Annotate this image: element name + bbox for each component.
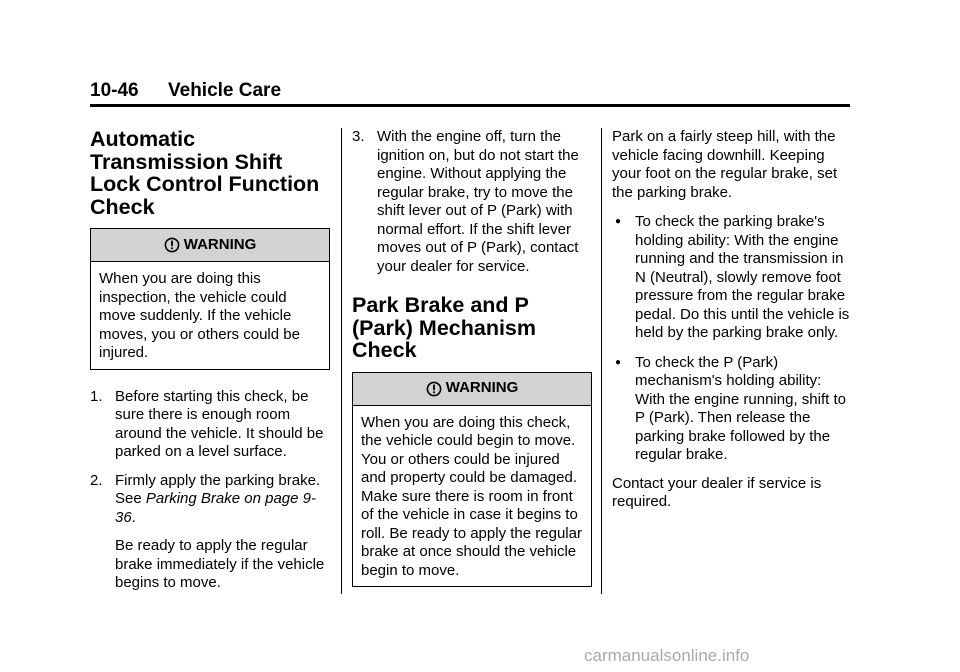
page-number: 10-46 <box>90 80 139 101</box>
column-2 <box>352 128 592 605</box>
section-heading: Park Brake and P (Park) Mechanism Check <box>352 293 537 362</box>
step-number: 3. <box>352 128 365 145</box>
warning-icon <box>426 381 442 397</box>
warning-text: When you are doing this inspection, the vehicle could move suddenly. If the vehicle moves, you or others could be injured. <box>99 270 300 361</box>
column-divider <box>601 128 602 594</box>
section-title: Vehicle Care <box>168 80 282 101</box>
closing-paragraph: Contact your dealer if service is required. <box>612 474 822 510</box>
section-heading: Automatic Transmission Shift Lock Control Function Check <box>90 127 320 219</box>
warning-label: WARNING <box>183 235 257 253</box>
watermark: carmanualsonline.info <box>584 646 750 665</box>
warning-box <box>90 228 330 370</box>
bullet-icon: ● <box>615 356 622 368</box>
column-3 <box>612 128 852 512</box>
bullet-text: To check the parking brake's holding ability: With the engine running and the transmission in N (Neutral), slowly remove foot pressure from the regular brake pedal. Do this until the vehicle is held by the parking brake only. <box>635 213 850 341</box>
list-item <box>612 354 852 465</box>
page-header <box>90 80 281 102</box>
cross-reference-link[interactable]: Parking Brake on page 9-36 <box>115 490 316 526</box>
warning-header <box>91 229 329 262</box>
warning-text: When you are doing this check, the vehicle could begin to move. You or others could be injured and property could be damaged. Make sure there is room in front of the vehicle in case it begins to roll. Be ready to apply the regular brake at once should the vehicle begin to move. <box>361 413 582 579</box>
step-text-end: . <box>131 508 136 526</box>
list-item <box>90 388 330 462</box>
step-text: Firmly apply the parking brake. See <box>115 471 321 507</box>
warning-label: WARNING <box>445 379 519 397</box>
step-number: 2. <box>90 471 103 489</box>
intro-paragraph: Park on a fairly steep hill, with the vehicle facing downhill. Keeping your foot on the regular brake, set the parking brake. <box>612 128 838 201</box>
column-1 <box>90 128 330 593</box>
warning-icon <box>164 237 180 253</box>
step-note: Be ready to apply the regular brake immediately if the vehicle begins to move. <box>115 537 325 591</box>
bullet-icon: ● <box>615 216 622 227</box>
step-text: Before starting this check, be sure there is enough room around the vehicle. It should be parked on a level surface. <box>115 387 324 460</box>
step-number: 1. <box>90 387 103 405</box>
step-text: With the engine off, turn the ignition on, but do not start the engine. Without applying the regular brake, try to move the shift lever out of P (Park) with normal effort. If the shift lever moves out of P (Park), contact your dealer for service. <box>377 128 579 275</box>
warning-box <box>352 372 592 588</box>
list-item <box>612 213 852 343</box>
column-divider <box>341 128 342 594</box>
header-rule <box>90 104 850 107</box>
list-item <box>90 472 330 593</box>
warning-header <box>353 373 591 406</box>
bullet-text: To check the P (Park) mechanism's holding ability: With the engine running, shift to P (Park). Then release the parking brake followed by the regular brake. <box>635 353 846 463</box>
list-item <box>352 128 592 276</box>
